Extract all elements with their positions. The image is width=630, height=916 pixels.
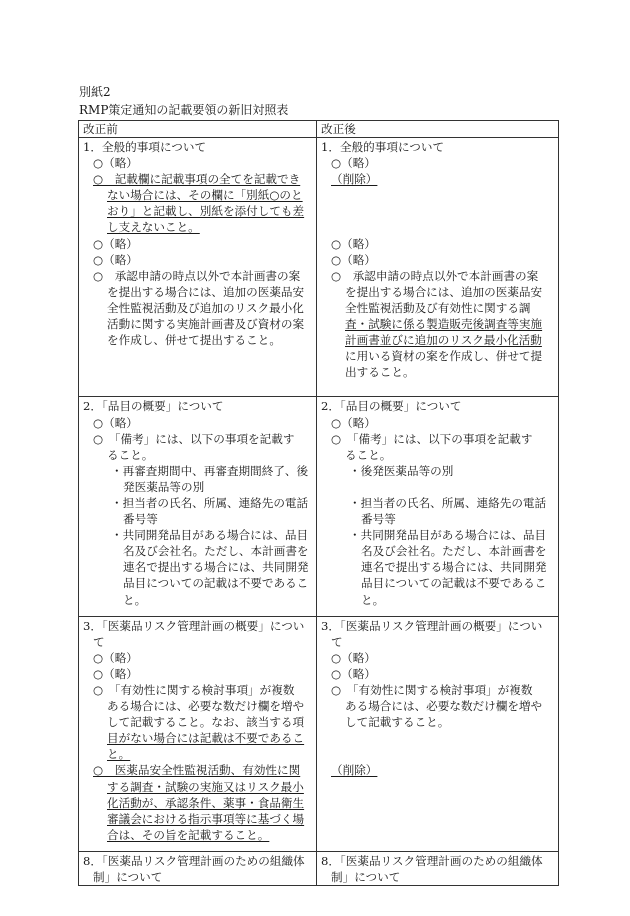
table-row (79, 616, 559, 851)
text-line: 査・試験に係る製造販売後調査等実施 (345, 317, 543, 332)
text-line: ること。 (345, 447, 392, 462)
text-line: ○（略） (331, 156, 376, 171)
document-title: RMP策定通知の記載要領の新旧対照表 (79, 103, 289, 117)
text-line: ない場合には、その欄に「別紙○のと (107, 188, 303, 203)
text-line: 2．「品目の概要」について (83, 399, 224, 414)
text-line: て (331, 634, 343, 649)
blank-line (321, 730, 552, 746)
blank-line (321, 203, 552, 219)
text-line: ○ 「備考」には、以下の事項を記載す (93, 431, 295, 446)
text-line: 連名で提出する場合には、共同開発 (123, 560, 309, 575)
text-line: ○ 「備考」には、以下の事項を記載す (331, 431, 533, 446)
text-line: 制」について (93, 870, 163, 885)
cell-after (317, 851, 559, 885)
text-line: して記載すること。なお、該当する項 (107, 715, 305, 730)
text-line: ○ 「有効性に関する検討事項」が複数 (93, 683, 295, 697)
text-line: ○（略） (93, 236, 138, 251)
text-line: 発医薬品等の別 (123, 479, 205, 494)
cell-before (79, 616, 317, 851)
text-line: ・担当者の氏名、所属、連絡先の電話 (111, 495, 309, 510)
text-line: ・共同開発品目がある場合には、品目 (111, 528, 309, 543)
text-line: 制」について (331, 870, 401, 885)
text-line: 活動に関する実施計画書及び資材の案 (107, 317, 305, 332)
text-line: ○ 承認申請の時点以外で本計画書の案 (93, 268, 301, 283)
text-line: と。 (107, 747, 131, 762)
text-line: （削除） (331, 763, 378, 778)
table-row (79, 851, 559, 885)
text-line: ある場合には、必要な数だけ欄を増や (345, 699, 543, 714)
text-line: 目がない場合には記載は不要であるこ (107, 731, 305, 746)
text-line: 1．全般的事項について (83, 140, 207, 154)
text-line: 3．「医薬品リスク管理計画の概要」につい (83, 618, 305, 633)
text-line: 化活動が、承認条件、薬事・食品衛生 (107, 795, 305, 810)
text-line: 2．「品目の概要」について (321, 399, 462, 414)
text-line: ること。 (107, 447, 154, 462)
text-line: 品目についての記載は不要であるこ (123, 576, 309, 591)
text-line: 全性監視活動及び有効性に関する調 (345, 300, 531, 315)
text-line: 番号等 (361, 512, 396, 527)
document-label: 別紙2 (79, 85, 111, 99)
text-line: 連名で提出する場合には、共同開発 (361, 560, 547, 575)
cell-after (317, 397, 559, 616)
text-line: 名及び会社名。ただし、本計画書を (361, 544, 547, 559)
text-line: ○（略） (331, 650, 376, 665)
text-line: ○（略） (331, 415, 376, 430)
text-line: 3．「医薬品リスク管理計画の概要」につい (321, 618, 543, 633)
header-after: 改正後 (317, 121, 559, 138)
text-line: 合は、その旨を記載すること。 (107, 827, 270, 842)
text-line: ○（略） (331, 666, 376, 681)
cell-after (317, 138, 559, 397)
comparison-table (78, 120, 559, 886)
table-header-row (79, 121, 559, 138)
text-line: ○ 「有効性に関する検討事項」が複数 (331, 683, 533, 697)
text-line: ・再審査期間中、再審査期間終了、後 (111, 463, 309, 478)
text-line: 全性監視活動及び追加のリスク最小化 (107, 300, 304, 315)
text-line: して記載すること。 (345, 715, 450, 730)
text-line: ○（略） (93, 650, 138, 665)
text-line: 名及び会社名。ただし、本計画書を (123, 544, 309, 559)
cell-after (317, 616, 559, 851)
text-line: 8．「医薬品リスク管理計画のための組織体 (83, 853, 305, 868)
text-line: と。 (123, 592, 147, 607)
text-line: 品目についての記載は不要であるこ (361, 576, 547, 591)
text-line: ・担当者の氏名、所属、連絡先の電話 (349, 495, 547, 510)
text-line: ○（略） (93, 666, 138, 681)
text-line: ○ 記載欄に記載事項の全てを記載でき (93, 172, 301, 187)
text-line: ある場合には、必要な数だけ欄を増や (107, 699, 305, 714)
text-line: を提出する場合には、追加の医薬品安 (107, 284, 305, 299)
table-row (79, 138, 559, 397)
text-line: を提出する場合には、追加の医薬品安 (345, 284, 543, 299)
text-line: 出すること。 (345, 365, 415, 380)
text-line: し支えないこと。 (107, 220, 200, 235)
header-before: 改正前 (79, 121, 317, 138)
text-line: ・共同開発品目がある場合には、品目 (349, 528, 547, 543)
text-line: と。 (361, 592, 385, 607)
blank-line (321, 479, 552, 495)
text-line: ○（略） (93, 156, 138, 171)
blank-line (321, 187, 552, 203)
table-row (79, 397, 559, 616)
text-line: おり」と記載し、別紙を添付しても差 (107, 204, 305, 219)
text-line: に用いる資材の案を作成し、併せて提 (345, 349, 543, 364)
text-line: 計画書並びに追加のリスク最小化活動 (345, 333, 542, 348)
text-line: て (93, 634, 105, 649)
text-line: ○ 医薬品安全性監視活動、有効性に関 (93, 763, 301, 778)
text-line: 1．全般的事項について (321, 140, 445, 154)
cell-before (79, 397, 317, 616)
text-line: ○（略） (93, 252, 138, 267)
text-line: ○（略） (93, 415, 138, 430)
text-line: （削除） (331, 172, 378, 187)
blank-line (321, 219, 552, 235)
blank-line (321, 746, 552, 762)
text-line: ・後発医薬品等の別 (349, 463, 454, 478)
text-line: ○（略） (331, 252, 376, 267)
text-line: ○ 承認申請の時点以外で本計画書の案 (331, 268, 539, 283)
text-line: 8．「医薬品リスク管理計画のための組織体 (321, 853, 543, 868)
cell-before (79, 138, 317, 397)
text-line: ○（略） (331, 236, 376, 251)
text-line: 審議会における指示事項等に基づく場 (107, 811, 305, 826)
text-line: する調査・試験の実施又はリスク最小 (107, 779, 304, 794)
text-line: を作成し、併せて提出すること。 (107, 333, 281, 348)
text-line: 番号等 (123, 512, 158, 527)
cell-before (79, 851, 317, 885)
